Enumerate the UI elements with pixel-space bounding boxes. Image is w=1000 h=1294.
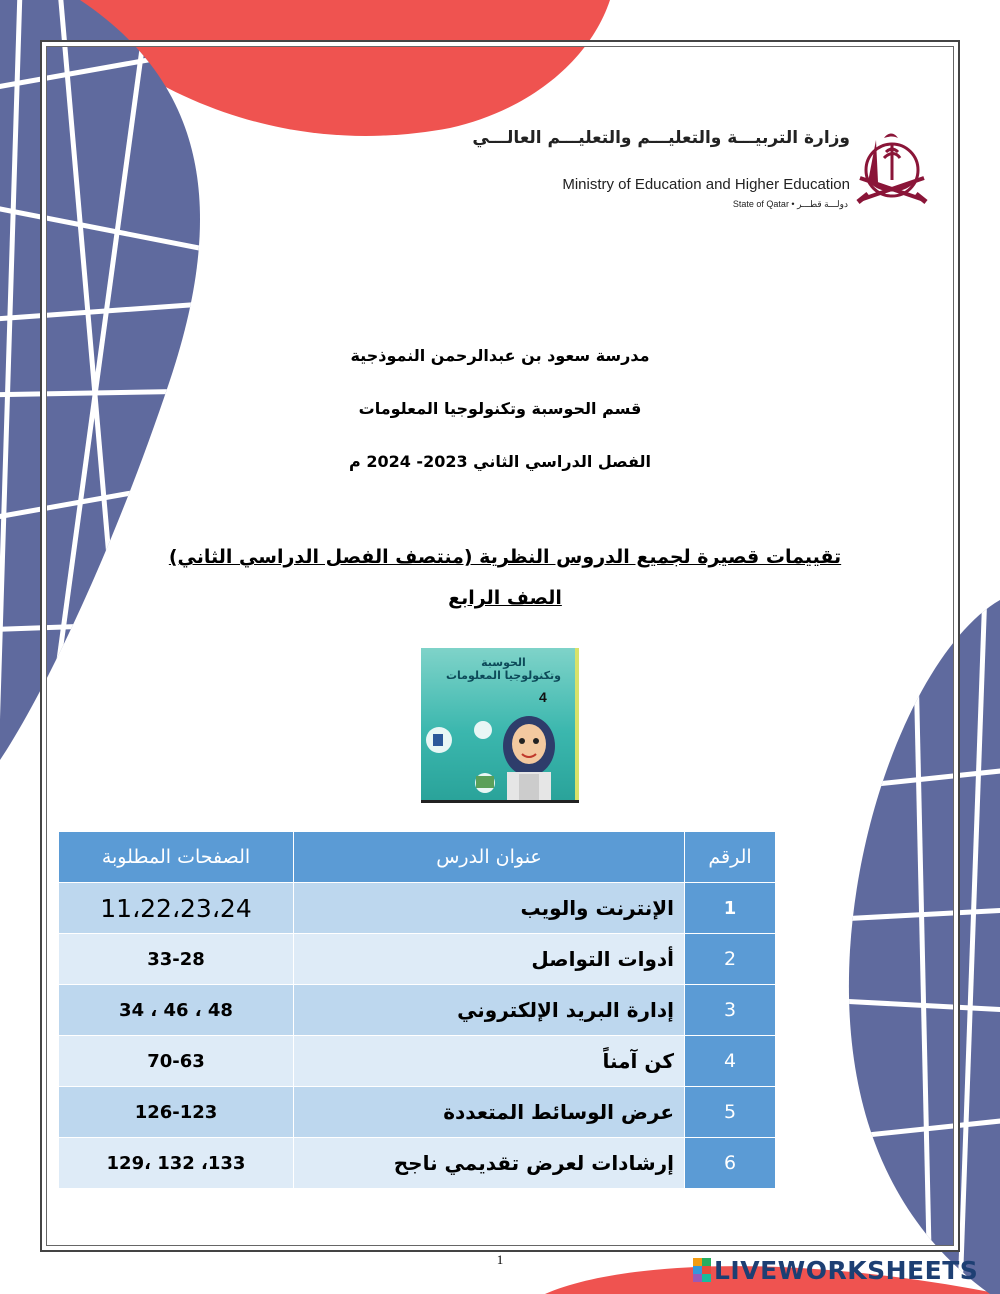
liveworksheets-logo[interactable] xyxy=(693,1255,978,1285)
cover-title-line1: الحوسبة xyxy=(481,656,526,669)
ministry-name-arabic: وزارة التربيـــة والتعليـــم والتعليـــم العالـــي xyxy=(472,128,850,148)
row-lesson: كن آمناً xyxy=(294,1036,685,1087)
qatar-emblem-icon xyxy=(854,130,930,212)
lessons-table xyxy=(58,831,776,1189)
semester-label: الفصل الدراسي الثاني 2023- 2024 م xyxy=(349,452,651,471)
row-pages: 33-28 xyxy=(59,934,294,985)
cover-illustration xyxy=(421,648,579,800)
row-pages: 11،22،23،24 xyxy=(59,883,294,934)
textbook-cover-image xyxy=(421,648,579,803)
row-lesson: إدارة البريد الإلكتروني xyxy=(294,985,685,1036)
ministry-logo xyxy=(472,128,940,218)
cover-grade-number: 4 xyxy=(539,689,547,705)
row-number: 5 xyxy=(685,1087,776,1138)
table-row xyxy=(59,883,776,934)
table-row xyxy=(59,1138,776,1189)
cover-title-line2: وتكنولوجيا المعلومات xyxy=(445,669,561,682)
grade-title: الصف الرابع xyxy=(448,587,562,609)
row-pages: 126-123 xyxy=(59,1087,294,1138)
row-pages: 34 ، 46 ، 48 xyxy=(59,985,294,1036)
table-row xyxy=(59,985,776,1036)
header-pages: الصفحات المطلوبة xyxy=(59,832,294,883)
state-of-qatar-label: State of Qatar • دولـــة قطـــر xyxy=(732,199,848,209)
row-number: 4 xyxy=(685,1036,776,1087)
row-pages: 70-63 xyxy=(59,1036,294,1087)
page-title: تقييمات قصيرة لجميع الدروس النظرية (منتصف الفصل الدراسي الثاني) xyxy=(168,546,842,568)
table-row xyxy=(59,1087,776,1138)
liveworksheets-icon xyxy=(693,1258,711,1282)
table-row xyxy=(59,934,776,985)
page-number: 1 xyxy=(496,1252,504,1267)
right-navy-shape xyxy=(820,580,1000,1294)
liveworksheets-brand: LIVEWORKSHEETS xyxy=(714,1255,979,1285)
row-number: 2 xyxy=(685,934,776,985)
row-number: 3 xyxy=(685,985,776,1036)
header-number: الرقم xyxy=(685,832,776,883)
row-number: 6 xyxy=(685,1138,776,1189)
row-lesson: أدوات التواصل xyxy=(294,934,685,985)
row-number: 1 xyxy=(685,883,776,934)
department-name: قسم الحوسبة وتكنولوجيا المعلومات xyxy=(358,399,642,418)
row-lesson: إرشادات لعرض تقديمي ناجح xyxy=(294,1138,685,1189)
ministry-name-english: Ministry of Education and Higher Education xyxy=(562,176,850,193)
header-lesson: عنوان الدرس xyxy=(294,832,685,883)
row-lesson: الإنترنت والويب xyxy=(294,883,685,934)
table-row xyxy=(59,1036,776,1087)
row-pages: 129، 132 ،133 xyxy=(59,1138,294,1189)
table-header-row xyxy=(59,832,776,883)
row-lesson: عرض الوسائط المتعددة xyxy=(294,1087,685,1138)
school-name: مدرسة سعود بن عبدالرحمن النموذجية xyxy=(350,346,650,365)
